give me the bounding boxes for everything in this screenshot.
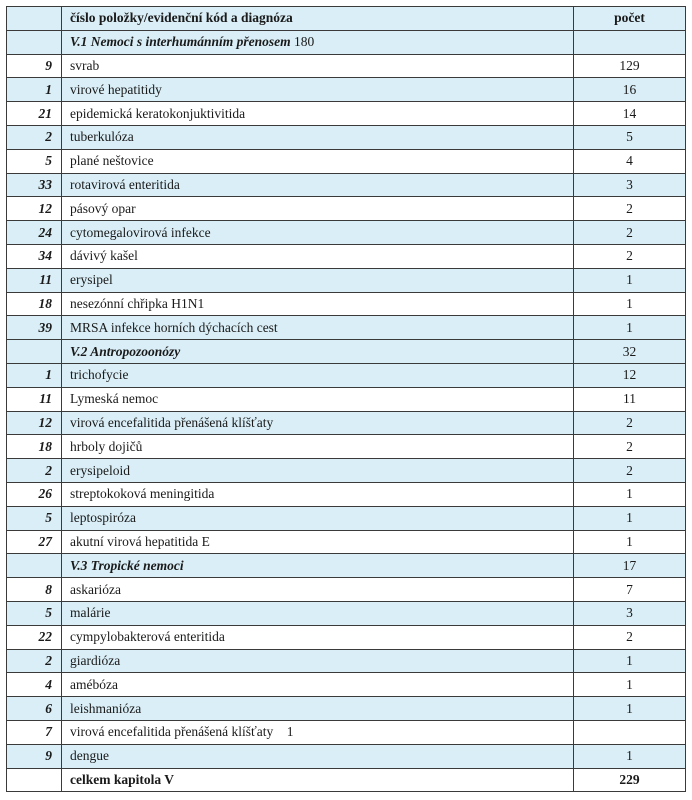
diagnosis-cell: cympylobakterová enteritida (62, 625, 574, 649)
code-cell: 26 (7, 482, 62, 506)
code-cell: 5 (7, 149, 62, 173)
diagnosis-cell: leptospiróza (62, 506, 574, 530)
count-cell: 2 (574, 459, 686, 483)
table-row (7, 720, 686, 744)
code-cell: 5 (7, 506, 62, 530)
code-cell: 34 (7, 244, 62, 268)
count-cell: 1 (574, 649, 686, 673)
section-title: V.2 Antropozoonózy (70, 343, 181, 359)
code-cell (7, 554, 62, 578)
diagnosis-cell: svrab (62, 54, 574, 78)
header-count-cell: počet (574, 7, 686, 31)
count-cell: 2 (574, 221, 686, 245)
code-cell: 2 (7, 125, 62, 149)
count-cell: 4 (574, 149, 686, 173)
table-row (7, 78, 686, 102)
table-body (7, 30, 686, 792)
code-cell: 12 (7, 197, 62, 221)
diagnosis-cell: virová encefalitida přenášená klíšťaty (62, 411, 574, 435)
count-cell: 11 (574, 387, 686, 411)
diagnosis-cell: dengue (62, 744, 574, 768)
count-cell: 1 (574, 697, 686, 721)
code-cell: 12 (7, 411, 62, 435)
count-cell: 1 (574, 673, 686, 697)
diagnosis-cell: rotavirová enteritida (62, 173, 574, 197)
header-code-cell (7, 7, 62, 31)
count-cell (574, 720, 686, 744)
code-cell: 21 (7, 102, 62, 126)
table-header-row (7, 7, 686, 31)
count-cell: 16 (574, 78, 686, 102)
diagnosis-cell (62, 340, 574, 364)
diagnosis-cell: amébóza (62, 673, 574, 697)
count-cell: 2 (574, 244, 686, 268)
total-row (7, 768, 686, 792)
diagnosis-cell: erysipel (62, 268, 574, 292)
table-row (7, 435, 686, 459)
count-cell: 14 (574, 102, 686, 126)
code-cell: 11 (7, 268, 62, 292)
count-cell: 5 (574, 125, 686, 149)
diagnosis-cell: trichofycie (62, 363, 574, 387)
diagnosis-cell: dávivý kašel (62, 244, 574, 268)
diagnosis-cell: celkem kapitola V (62, 768, 574, 792)
code-cell: 8 (7, 578, 62, 602)
count-cell: 32 (574, 340, 686, 364)
table-row (7, 292, 686, 316)
diagnosis-cell: Lymeská nemoc (62, 387, 574, 411)
table-row (7, 673, 686, 697)
table-row (7, 459, 686, 483)
header-diagnosis-cell: číslo položky/evidenční kód a diagnóza (62, 7, 574, 31)
code-cell: 39 (7, 316, 62, 340)
table-row (7, 54, 686, 78)
table-row (7, 173, 686, 197)
count-cell: 2 (574, 625, 686, 649)
code-cell: 27 (7, 530, 62, 554)
diagnosis-cell: epidemická keratokonjuktivitida (62, 102, 574, 126)
section-title: V.1 Nemoci s interhumánním přenosem (70, 34, 291, 50)
count-cell: 3 (574, 173, 686, 197)
count-cell: 1 (574, 506, 686, 530)
diagnosis-cell: pásový opar (62, 197, 574, 221)
count-cell: 129 (574, 54, 686, 78)
diagnosis-cell: cytomegalovirová infekce (62, 221, 574, 245)
count-cell: 17 (574, 554, 686, 578)
diagnosis-cell: plané neštovice (62, 149, 574, 173)
code-cell: 2 (7, 459, 62, 483)
code-cell: 1 (7, 78, 62, 102)
count-cell: 1 (574, 530, 686, 554)
code-cell: 4 (7, 673, 62, 697)
section-inline-count: 180 (294, 34, 315, 50)
diagnosis-cell: virová encefalitida přenášená klíšťaty 1 (62, 720, 574, 744)
count-cell (574, 30, 686, 54)
count-cell: 1 (574, 482, 686, 506)
code-cell: 24 (7, 221, 62, 245)
count-cell: 12 (574, 363, 686, 387)
table-row (7, 221, 686, 245)
count-cell: 3 (574, 601, 686, 625)
count-cell: 2 (574, 411, 686, 435)
diagnosis-cell: streptokoková meningitida (62, 482, 574, 506)
count-cell: 229 (574, 768, 686, 792)
count-cell: 1 (574, 316, 686, 340)
code-cell: 22 (7, 625, 62, 649)
code-cell: 1 (7, 363, 62, 387)
code-cell: 11 (7, 387, 62, 411)
table-row (7, 268, 686, 292)
code-cell: 33 (7, 173, 62, 197)
code-cell: 2 (7, 649, 62, 673)
count-cell: 2 (574, 435, 686, 459)
table-row (7, 316, 686, 340)
section-title: V.3 Tropické nemoci (70, 557, 184, 573)
diagnosis-cell: malárie (62, 601, 574, 625)
code-cell (7, 768, 62, 792)
diagnosis-cell: erysipeloid (62, 459, 574, 483)
diagnosis-cell: akutní virová hepatitida E (62, 530, 574, 554)
count-cell: 7 (574, 578, 686, 602)
diagnosis-cell: tuberkulóza (62, 125, 574, 149)
count-cell: 1 (574, 292, 686, 316)
diagnosis-cell (62, 30, 574, 54)
code-cell (7, 340, 62, 364)
diagnosis-table (6, 6, 686, 792)
table-row (7, 744, 686, 768)
section-row (7, 340, 686, 364)
table-row (7, 197, 686, 221)
code-cell: 9 (7, 54, 62, 78)
table-row (7, 506, 686, 530)
table-row (7, 149, 686, 173)
diagnosis-cell (62, 554, 574, 578)
table-row (7, 601, 686, 625)
section-row (7, 30, 686, 54)
table-row (7, 125, 686, 149)
table-row (7, 578, 686, 602)
code-cell: 18 (7, 435, 62, 459)
diagnosis-table-wrapper (6, 6, 685, 792)
table-row (7, 482, 686, 506)
diagnosis-cell: askarióza (62, 578, 574, 602)
code-cell (7, 30, 62, 54)
table-row (7, 530, 686, 554)
table-row (7, 102, 686, 126)
code-cell: 7 (7, 720, 62, 744)
table-row (7, 411, 686, 435)
code-cell: 9 (7, 744, 62, 768)
diagnosis-cell: nesezónní chřipka H1N1 (62, 292, 574, 316)
section-row (7, 554, 686, 578)
table-row (7, 387, 686, 411)
table-row (7, 649, 686, 673)
code-cell: 18 (7, 292, 62, 316)
diagnosis-cell: giardióza (62, 649, 574, 673)
code-cell: 6 (7, 697, 62, 721)
count-cell: 1 (574, 268, 686, 292)
code-cell: 5 (7, 601, 62, 625)
diagnosis-cell: hrboly dojičů (62, 435, 574, 459)
table-row (7, 697, 686, 721)
table-row (7, 363, 686, 387)
count-cell: 2 (574, 197, 686, 221)
diagnosis-cell: virové hepatitidy (62, 78, 574, 102)
table-row (7, 625, 686, 649)
table-row (7, 244, 686, 268)
count-cell: 1 (574, 744, 686, 768)
diagnosis-cell: leishmanióza (62, 697, 574, 721)
diagnosis-cell: MRSA infekce horních dýchacích cest (62, 316, 574, 340)
